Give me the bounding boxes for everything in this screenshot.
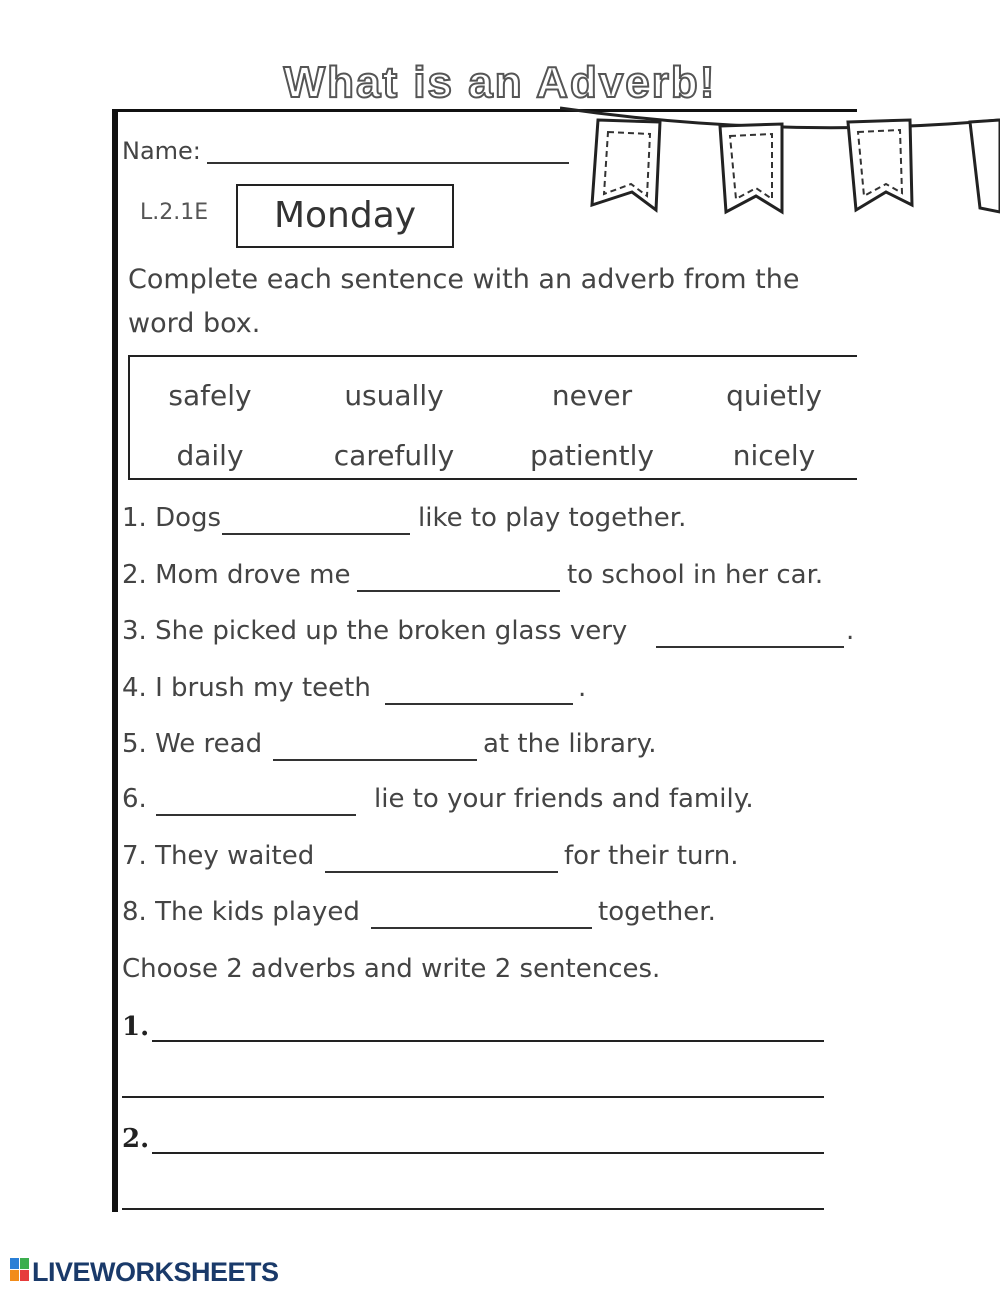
liveworksheets-brand[interactable]: LIVEWORKSHEETS bbox=[32, 1257, 279, 1287]
word-box-item: never bbox=[551, 379, 633, 412]
standard-code: L.2.1E bbox=[140, 200, 209, 225]
answer-blank-2[interactable] bbox=[357, 590, 560, 592]
bunting-banner-icon bbox=[560, 100, 1000, 230]
question-text-after: together. bbox=[598, 897, 716, 927]
writing-prompt: Choose 2 adverbs and write 2 sentences. bbox=[122, 954, 661, 984]
sentence-line-1b[interactable] bbox=[122, 1096, 824, 1098]
question-text-before: 7. They waited bbox=[122, 841, 315, 871]
question-text-before: 5. We read bbox=[122, 729, 263, 759]
word-box-item: daily bbox=[176, 439, 244, 472]
answer-blank-6[interactable] bbox=[156, 814, 356, 816]
question-1 bbox=[122, 503, 221, 533]
question-text-after: . bbox=[846, 616, 855, 646]
question-text-before: 3. She picked up the broken glass very bbox=[122, 616, 628, 646]
question-text-after: . bbox=[578, 673, 587, 703]
question-6 bbox=[122, 784, 147, 814]
answer-blank-3[interactable] bbox=[656, 646, 844, 648]
name-input-line[interactable] bbox=[207, 162, 569, 164]
instructions: Complete each sentence with an adverb from the word box. bbox=[128, 264, 800, 339]
question-text-before: 6. bbox=[122, 784, 147, 814]
sentence-line-1a[interactable] bbox=[152, 1040, 824, 1042]
answer-blank-8[interactable] bbox=[371, 927, 592, 929]
question-4 bbox=[122, 673, 371, 703]
sentence-line-2a[interactable] bbox=[152, 1152, 824, 1154]
word-box bbox=[128, 355, 857, 480]
question-text-after: for their turn. bbox=[564, 841, 739, 871]
question-8 bbox=[122, 897, 360, 927]
frame-left-border bbox=[112, 110, 118, 1212]
worksheet-title: What is an Adverb! bbox=[283, 58, 717, 107]
word-box-item: patiently bbox=[530, 439, 654, 472]
liveworksheets-logo-icon bbox=[10, 1258, 30, 1282]
question-text-after: lie to your friends and family. bbox=[374, 784, 754, 814]
question-3 bbox=[122, 616, 627, 646]
question-text-before: 1. Dogs bbox=[122, 503, 222, 533]
question-7 bbox=[122, 841, 314, 871]
question-text-before: 8. The kids played bbox=[122, 897, 360, 927]
word-box-item: carefully bbox=[333, 439, 455, 472]
question-5 bbox=[122, 729, 262, 759]
question-text-after: to school in her car. bbox=[567, 560, 824, 590]
answer-blank-5[interactable] bbox=[273, 759, 477, 761]
question-text-after: like to play together. bbox=[418, 503, 687, 533]
answer-blank-1[interactable] bbox=[222, 533, 410, 535]
word-box-item: usually bbox=[344, 379, 444, 412]
question-2 bbox=[122, 560, 351, 590]
day-box: Monday bbox=[236, 184, 454, 248]
word-box-item: nicely bbox=[732, 439, 816, 472]
answer-blank-7[interactable] bbox=[325, 871, 558, 873]
sentence-line-2b[interactable] bbox=[122, 1208, 824, 1210]
sentence-number-1: 1. bbox=[122, 1012, 150, 1042]
word-box-item: quietly bbox=[726, 379, 822, 412]
question-text-after: at the library. bbox=[483, 729, 657, 759]
word-box-item: safely bbox=[168, 379, 252, 412]
name-label: Name: bbox=[122, 137, 201, 165]
question-text-before: 4. I brush my teeth bbox=[122, 673, 371, 703]
sentence-number-2: 2. bbox=[122, 1124, 150, 1154]
answer-blank-4[interactable] bbox=[385, 703, 573, 705]
question-text-before: 2. Mom drove me bbox=[122, 560, 351, 590]
